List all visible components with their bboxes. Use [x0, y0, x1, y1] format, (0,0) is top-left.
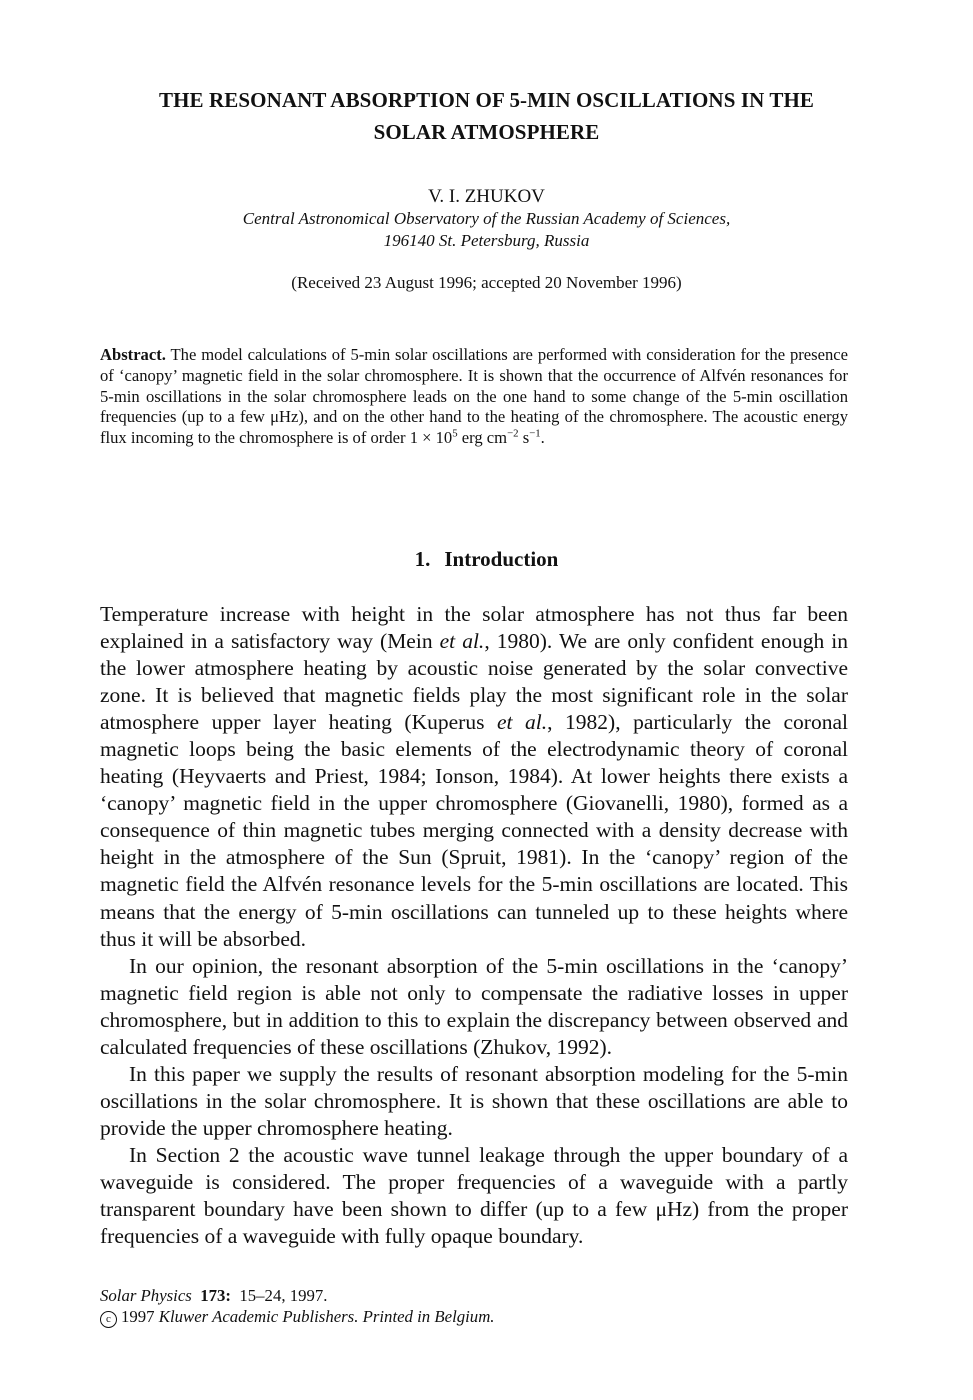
abstract-flux-exp: 5	[452, 427, 458, 440]
abstract-flux-end: .	[540, 428, 545, 448]
abstract	[100, 345, 848, 449]
paragraph-2: In our opinion, the resonant absorption of the 5-min oscillations in the ‘canopy’ magnetic field region is able not only to compensate the radiative losses in upper chromosphere, but in addition to this to explain the discrepancy between observed and calculated frequencies of these oscillations (Zhukov, 1992).	[100, 953, 848, 1059]
received-dates: (Received 23 August 1996; accepted 20 November 1996)	[291, 273, 682, 292]
journal-volume: 173:	[200, 1286, 231, 1305]
title-line-2: SOLAR ATMOSPHERE	[373, 120, 600, 144]
copyright-icon: c	[100, 1311, 117, 1328]
section-title: Introduction	[444, 547, 559, 571]
citation-etal-1: et al.	[439, 629, 485, 654]
introduction-body	[100, 601, 848, 1250]
abstract-flux-unit-b-exp: −1	[529, 427, 541, 440]
title-line-1: THE RESONANT ABSORPTION OF 5-MIN OSCILLATIONS IN THE	[159, 88, 814, 112]
journal-citation	[100, 1285, 873, 1306]
paragraph-1-part-c: , 1982), particularly the coronal magnetic loops being the basic elements of the electrodynamic theory of coronal heating (Heyvaerts and Priest, 1984; Ionson, 1984). At lower heights there exists a ‘canopy’ magnetic field in the upper chromosphere (Giovanelli, 1980), formed as a consequence of thin magnetic tubes merging connected with a density decrease with height in the atmosphere of the Sun (Spruit, 1981). In the ‘canopy’ region of the magnetic field the Alfvén resonance levels for the 5-min oscillations are located. This means that the energy of 5-min oscillations can tunneled up to these heights where thus it will be absorbed.	[100, 710, 848, 951]
copyright-line	[100, 1306, 873, 1328]
abstract-flux-unit-a-exp: −2	[507, 427, 519, 440]
abstract-flux-unit-a: erg cm	[457, 428, 508, 448]
abstract-label: Abstract.	[100, 345, 166, 364]
affiliation-line-1: Central Astronomical Observatory of the Russian Academy of Sciences,	[242, 209, 731, 228]
abstract-flux-value: 1 × 10	[409, 428, 453, 448]
page-footer	[100, 1285, 873, 1328]
author-affiliation	[100, 208, 873, 251]
paragraph-1	[100, 601, 848, 953]
citation-etal-2: et al.	[496, 710, 548, 735]
affiliation-line-2: 196140 St. Petersburg, Russia	[383, 230, 590, 250]
journal-name: Solar Physics	[100, 1286, 192, 1305]
paragraph-3: In this paper we supply the results of resonant absorption modeling for the 5-min oscillations in the solar chromosphere. It is shown that these oscillations are able to provide the upper chromosphere heating.	[100, 1061, 848, 1140]
paragraph-1-part-b: , 1980). We are only confident enough in the lower atmosphere heating by acoustic noise generated by the solar convective zone. It is believed that magnetic fields play the most significant role in the solar atmosphere upper layer heating (Kuperus	[100, 629, 848, 735]
section-heading-introduction	[100, 546, 873, 572]
journal-pages: 15–24, 1997.	[239, 1286, 328, 1305]
abstract-flux-unit-b: s	[518, 428, 530, 448]
section-number: 1.	[414, 547, 431, 571]
publisher: Kluwer Academic Publishers. Printed in Belgium.	[158, 1307, 495, 1326]
copyright-year: 1997	[121, 1307, 155, 1326]
paper-title	[100, 84, 873, 148]
paragraph-4: In Section 2 the acoustic wave tunnel leakage through the upper boundary of a waveguide is considered. The proper frequencies of a waveguide with a partly transparent boundary have been shown to differ (up to a few μHz) from the proper frequencies of a waveguide with fully opaque boundary.	[100, 1142, 848, 1249]
author-name: V. I. ZHUKOV	[428, 186, 545, 207]
paragraph-1-part-a: Temperature increase with height in the solar atmosphere has not thus far been explained in a satisfactory way (Mein	[100, 602, 848, 654]
abstract-text: The model calculations of 5-min solar oscillations are performed with consideration for the presence of ‘canopy’ magnetic field in the solar chromosphere. It is shown that the occurrence of Alfvén resonances for 5-min oscillations in the solar chromosphere leads on the one hand to some change of the 5-min oscillation frequencies (up to a few μHz), and on the other hand to the heating of the chromosphere. The acoustic energy flux incoming to the chromosphere is of order	[100, 345, 848, 448]
